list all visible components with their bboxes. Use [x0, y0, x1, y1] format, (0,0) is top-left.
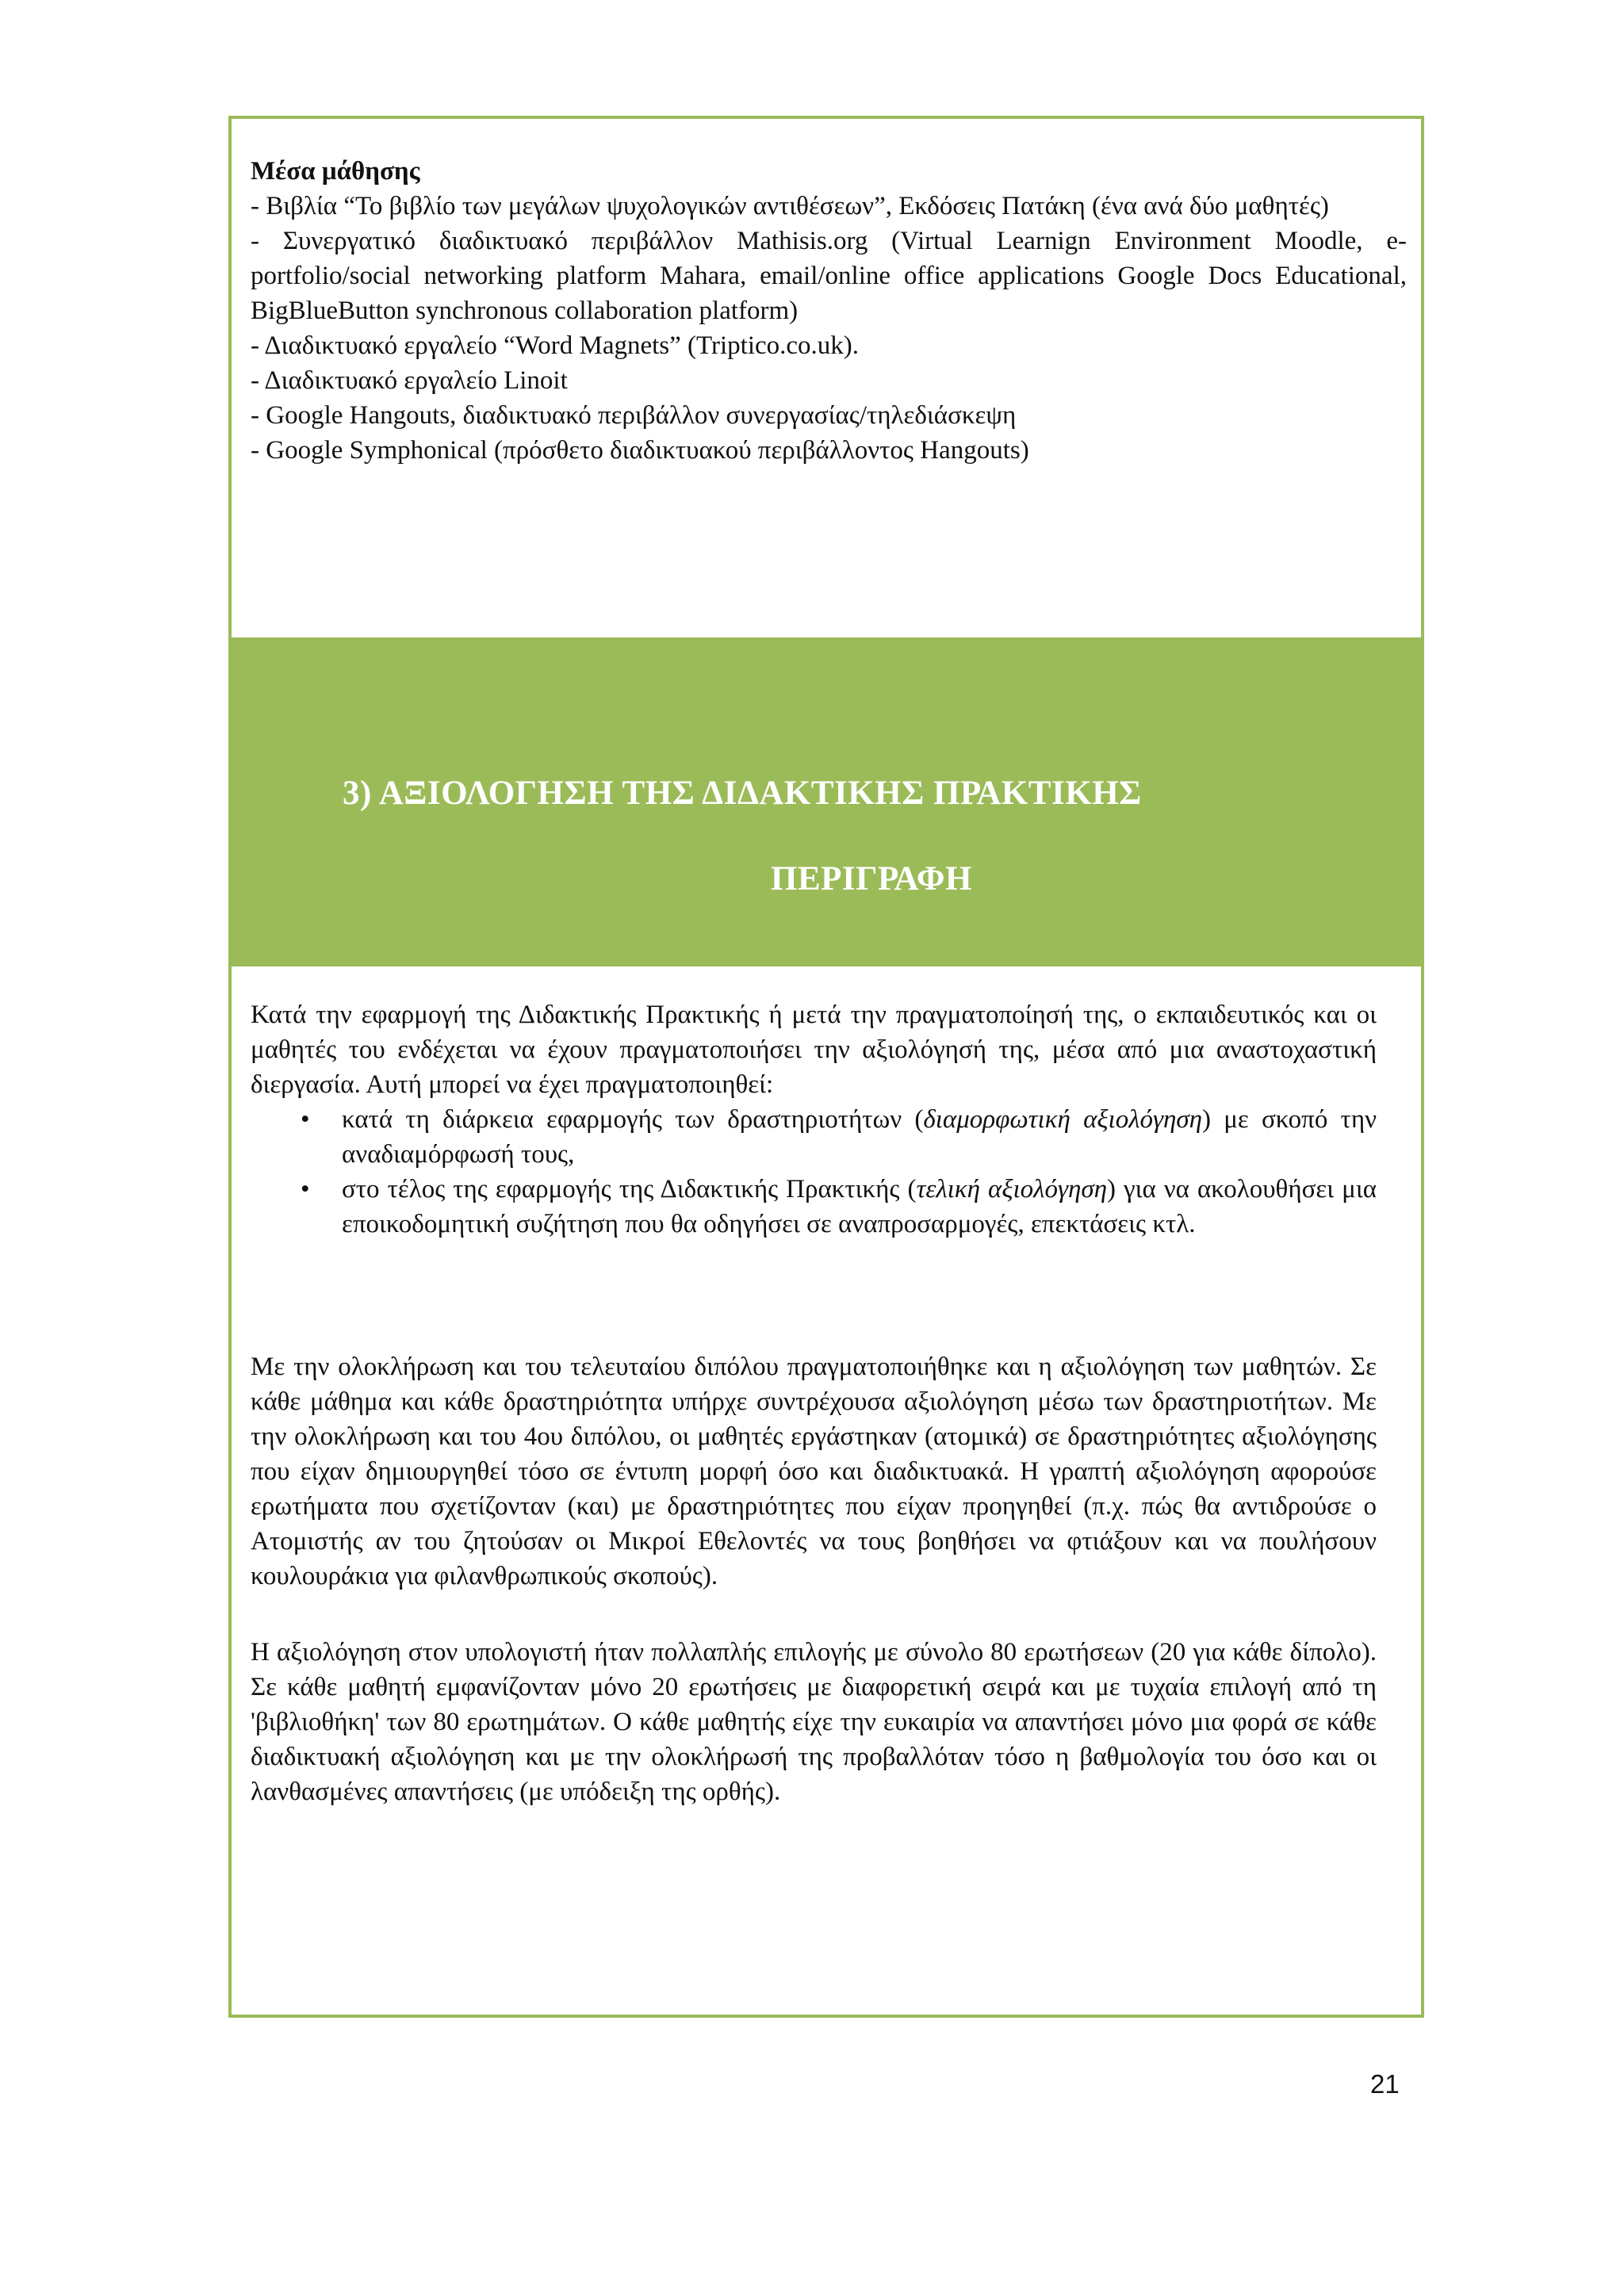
materials-line: - Διαδικτυακό εργαλείο “Word Magnets” (Triptico.co.uk).: [251, 331, 860, 360]
intro-paragraph: Κατά την εφαρμογή της Διδακτικής Πρακτικής ή μετά την πραγματοποίησή της, ο εκπαιδευτικός και οι μαθητές του ενδέχεται να έχουν πραγματοποιήσει την αξιολόγησή της, μέσα από μια αναστοχαστική διεργασία. Αυτή μπορεί να έχει πραγματοποιηθεί:: [251, 1001, 1377, 1099]
evaluation-list: [251, 1102, 1377, 1242]
materials-line: - Βιβλία “Το βιβλίο των μεγάλων ψυχολογικών αντιθέσεων”, Εκδόσεις Πατάκη (ένα ανά δύο μαθητές): [251, 192, 1329, 220]
formative-term: διαμορφωτική αξιολόγηση: [923, 1105, 1203, 1134]
section-title: 3) ΑΞΙΟΛΟΓΗΣΗ ΤΗΣ ΔΙΔΑΚΤΙΚΗΣ ΠΡΑΚΤΙΚΗΣ: [343, 775, 1142, 812]
materials-line: - Google Symphonical (πρόσθετο διαδικτυακού περιβάλλοντος Hangouts): [251, 436, 1029, 465]
section-header-band: [232, 637, 1421, 966]
list-item: • κατά τη διάρκεια εφαρμογής των δραστηριοτήτων (διαμορφωτική αξιολόγηση) με σκοπό την αναδιαμόρφωσή τους,: [342, 1102, 1377, 1172]
materials-line: - Συνεργατικό διαδικτυακό περιβάλλον Mathisis.org (Virtual Learnign Environment Moodle, e-portfolio/social networking platform Mahara, email/online office applications Google Docs Educational, BigBlueButton synchronous collaboration platform): [251, 227, 1407, 325]
list-item: • στο τέλος της εφαρμογής της Διδακτικής Πρακτικής (τελική αξιολόγηση) για να ακολουθήσει μια εποικοδομητική συζήτηση που θα οδηγήσει σε αναπροσαρμογές, επεκτάσεις κτλ.: [342, 1172, 1377, 1242]
computer-assessment-paragraph: Η αξιολόγηση στον υπολογιστή ήταν πολλαπλής επιλογής με σύνολο 80 ερωτήσεων (20 για κάθε δίπολο). Σε κάθε μαθητή εμφανίζονταν μόνο 20 ερωτήσεις με διαφορετική σειρά και με τυχαία επιλογή από τη 'βιβλιοθήκη' των 80 ερωτημάτων. Ο κάθε μαθητής είχε την ευκαιρία να απαντήσει μόνο μια φορά σε κάθε διαδικτυακή αξιολόγηση και με την ολοκλήρωσή της προβαλλόταν τόσο η βαθμολογία του όσο και οι λανθασμένες απαντήσεις (με υπόδειξη της ορθής).: [251, 1638, 1377, 1806]
final-term: τελική αξιολόγηση: [916, 1175, 1107, 1203]
section-subtitle: ΠΕΡΙΓΡΑΦΗ: [771, 860, 972, 897]
assessment-paragraph: Με την ολοκλήρωση και του τελευταίου διπόλου πραγματοποιήθηκε και η αξιολόγηση των μαθητών. Σε κάθε μάθημα και κάθε δραστηριότητα υπήρχε συντρέχουσα αξιολόγηση μέσω των δραστηριοτήτων. Με την ολοκλήρωση και του 4ου διπόλου, οι μαθητές εργάστηκαν (ατομικά) σε δραστηριότητες αξιολόγησης που είχαν δημιουργηθεί τόσο σε έντυπη μορφή όσο και διαδικτυακά. Η γραπτή αξιολόγηση αφορούσε ερωτήματα που σχετίζονταν (και) με δραστηριότητες που είχαν προηγηθεί (π.χ. πώς θα αντιδρούσε ο Ατομιστής αν του ζητούσαν οι Μικροί Εθελοντές να τους βοηθήσει να φτιάξουν και να πουλήσουν κουλουράκια για φιλανθρωπικούς σκοπούς).: [251, 1353, 1377, 1590]
learning-materials: [251, 154, 1407, 468]
materials-heading: Μέσα μάθησης: [251, 157, 420, 186]
bullet-icon: •: [301, 1175, 310, 1203]
page-number: 21: [1370, 2069, 1400, 2099]
bullet-icon: •: [301, 1105, 310, 1134]
content-frame: [228, 116, 1424, 2018]
evaluation-intro: [251, 997, 1377, 1242]
materials-line: - Google Hangouts, διαδικτυακό περιβάλλον συνεργασίας/τηλεδιάσκεψη: [251, 401, 1017, 430]
materials-line: - Διαδικτυακό εργαλείο Linoit: [251, 366, 568, 395]
